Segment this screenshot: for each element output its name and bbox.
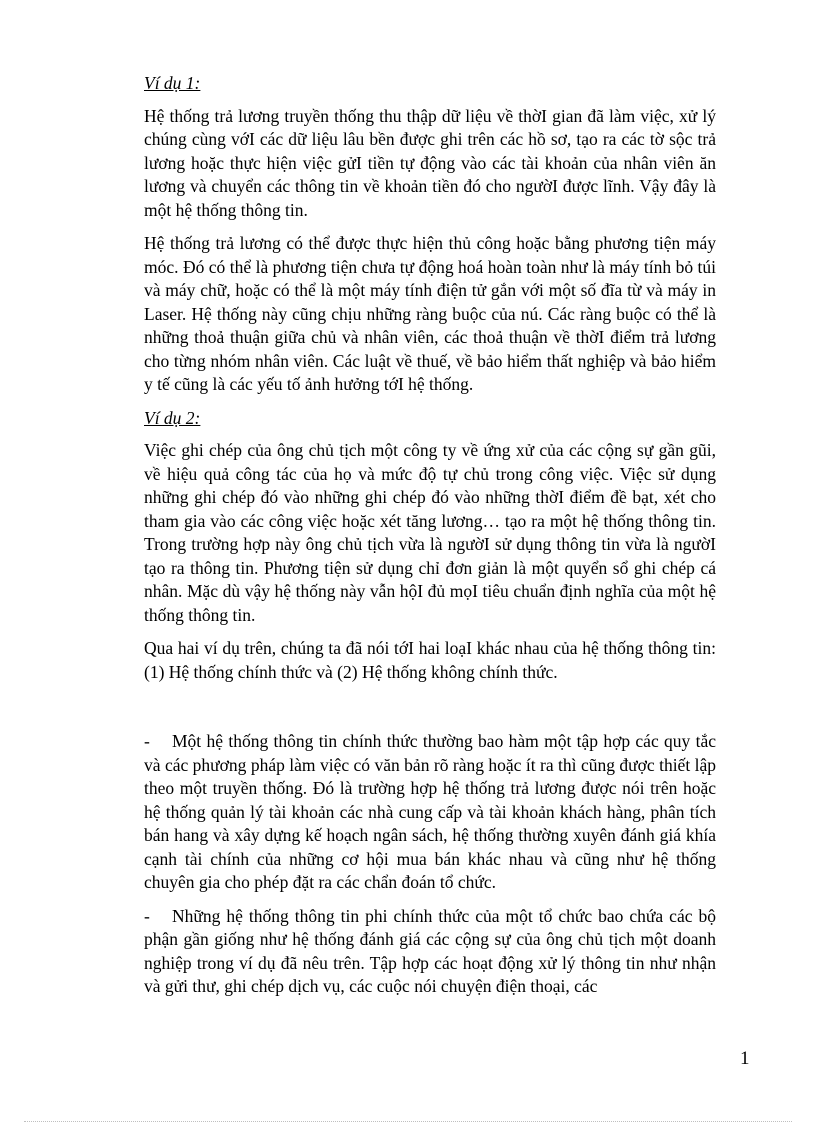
paragraph-4: Qua hai ví dụ trên, chúng ta đã nói tớI hai loạI khác nhau của hệ thống thông tin:(1) Hệ thống chính thức và (2) Hệ thống không chính thức. bbox=[144, 638, 716, 682]
page-bottom-divider bbox=[24, 1121, 792, 1122]
bullet-dash: - bbox=[144, 905, 150, 926]
bullet-dash: - bbox=[144, 731, 150, 751]
bullet-item-informal bbox=[144, 905, 716, 999]
example-2-heading-wrap bbox=[144, 407, 716, 440]
bullet-text-informal: Những hệ thống thông tin phi chính thức của một tổ chức bao chứa các bộ phận gần giống như hệ thống đánh giá các cộng sự của ông chủ tịch một doanh nghiệp trong ví dụ đã nêu trên. Tập hợp các hoạt động xử lý thông tin như nhận và gửi thư, ghi chép dịch vụ, các cuộc nói chuyện điện thoại, các bbox=[144, 905, 716, 996]
example-1-heading: Ví dụ 1: bbox=[144, 73, 201, 93]
blank-space bbox=[144, 694, 716, 730]
bullet-item-formal bbox=[144, 730, 716, 895]
paragraph-3: Việc ghi chép của ông chủ tịch một công ty về ứng xử của các cộng sự gần gũi, về hiệu quả công tác của họ và mức độ tự chủ trong công việc. Việc sử dụng những ghi chép đó vào những ghi chép đó vào những thờI điểm đề bạt, xét cho tham gia vào các công việc hoặc xét tăng lương… tạo ra một hệ thống thông tin. Trong trường hợp này ông chủ tịch vừa là ngườI sử dụng thông tin vừa là ngườI tạo ra thông tin. Phương tiện sử dụng chỉ đơn giản là một quyển sổ ghi chép cá nhân. Mặc dù vậy hệ thống này vẫn hộI đủ mọI tiêu chuẩn định nghĩa của một hệ thống thông tin. bbox=[144, 440, 716, 625]
page-number: 1 bbox=[740, 1048, 750, 1069]
example-1-heading-wrap bbox=[144, 72, 716, 105]
paragraph-1: Hệ thống trả lương truyền thống thu thập dữ liệu về thờI gian đã làm việc, xử lý chúng cùng vớI các dữ liệu lâu bền được ghi trên các hồ sơ, tạo ra các tờ sộc trả lương hoặc thực hiện việc gửI tiền tự động vào các tài khoản của nhân viên ăn lương và chuyển các thông tin về khoản tiền đó cho ngườI được lĩnh. Vậy đây là một hệ thống thông tin. bbox=[144, 105, 716, 220]
example-2-heading: Ví dụ 2: bbox=[144, 407, 201, 428]
paragraph-2: Hệ thống trả lương có thể được thực hiện thủ công hoặc bằng phương tiện máy móc. Đó có thể là phương tiện chưa tự động hoá hoàn toàn như là máy tính bỏ túi và máy chữ, hoặc có thể là một máy tính điện tử gắn với một số đĩa từ và máy in Laser. Hệ thống này cũng chịu những ràng buộc của nú. Các ràng buộc có thể là những thoả thuận giữa chủ và nhân viên, các thoả thuận về thờI điểm trả lương cho từng nhóm nhân viên. Các luật về thuế, về bảo hiểm thất nghiệp và bảo hiểm y tế cũng là các yếu tố ảnh hưởng tớI hệ thống. bbox=[144, 233, 716, 394]
bullet-text-formal: Một hệ thống thông tin chính thức thường bao hàm một tập hợp các quy tắc và các phương pháp làm việc có văn bản rõ ràng hoặc ít ra thì cũng được thiết lập theo một truyền thống. Đó là trường hợp hệ thống trả lương được nói trên hoặc hệ thống quản lý tài khoản các nhà cung cấp và tài khoản khách hàng, phân tích bán hang và xây dựng kế hoạch ngân sách, hệ thống thường xuyên đánh giá khía cạnh tài chính của những cơ hội mua bán khác nhau và cũng như hệ thống chuyên gia cho phép đặt ra các chẩn đoán tổ chức. bbox=[144, 731, 716, 892]
document-body bbox=[144, 72, 716, 1009]
